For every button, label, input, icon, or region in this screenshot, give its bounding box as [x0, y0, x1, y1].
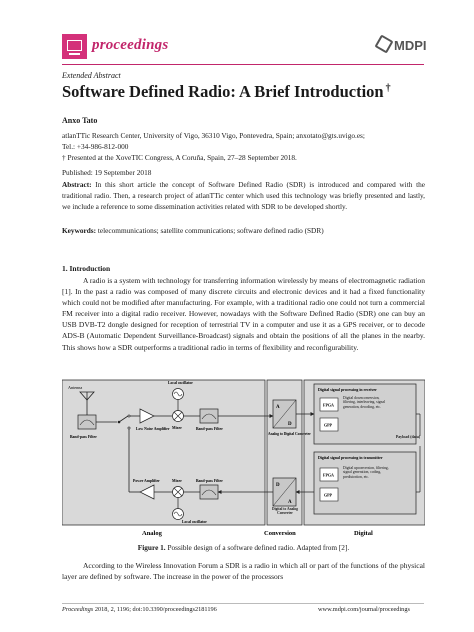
intro-paragraph: A radio is a system with technology for transferring information wirelessly by means of electromagnetic radiation [1]. In the past a radio was composed of many discrete circuits and electronic devices and it had a fixed functionality which could not be modified after manufacturing. For example, with a traditional radio one could not turn a commercial FM receiver into a digital radio receiver. However, nowadays with the Software Defined Radio (SDR) one can buy an USB DVB-T2 dongle designed for reception of terrestrial TV in a computer and use it as a GPS receiver, or to decode ADS-B (Automatic Dependent Surveillance-Broadcast) signals and obtain the positions of all the planes in the nearby. This shows how a SDR outperforms a traditional radio in terms of flexibility and reconfigurability. [62, 276, 425, 352]
bandpass-filter-block [78, 415, 96, 429]
abstract-label: Abstract: [62, 180, 92, 189]
payload-label-container [392, 435, 424, 449]
rx-desc-container [343, 396, 389, 436]
figure-caption [62, 543, 425, 552]
dac-a-icon: A [288, 500, 292, 505]
mdpi-hex-icon [374, 34, 393, 53]
bpf1-label: Band-pass Filter [70, 435, 97, 439]
section-heading: 1. Introduction [62, 264, 111, 273]
mixer-rx-label: Mixer [172, 426, 182, 430]
caption-label[interactable]: Figure 1. [137, 543, 166, 552]
gpp-tx-label: GPP [324, 492, 332, 498]
footer-divider [62, 603, 424, 604]
footer-url[interactable]: www.mdpi.com/journal/proceedings [318, 606, 410, 613]
telephone: Tel.: +34-986-812-000 [62, 142, 129, 151]
mixer-rx-icon [173, 411, 184, 422]
second-paragraph: According to the Wireless Innovation Forum a SDR is a radio in which all or part of the functions of the physical layer are defined by software. The increase in the power of the processors [62, 561, 425, 582]
conversion-label: Conversion [264, 530, 296, 537]
bpf2-label: Band-pass Filter [196, 427, 223, 431]
antenna-label: Antenna [68, 385, 83, 390]
oscillator-tx-icon [173, 509, 184, 520]
article-type: Extended Abstract [62, 71, 121, 80]
adc-label: Analog to Digital Converter [268, 432, 311, 436]
publisher-logo[interactable] [377, 37, 427, 53]
pa-label: Power Amplifier [133, 479, 160, 483]
journal-logo-icon [62, 34, 87, 59]
footer-journal: Proceedings [62, 606, 94, 613]
footer-doi: 2018, 2, 1196; doi:10.3390/proceedings2181196 [94, 606, 217, 613]
presented-note: † Presented at the XoveTIC Congress, A Coruña, Spain, 27–28 September 2018. [62, 153, 297, 162]
title-footnote-mark[interactable]: † [385, 83, 391, 94]
title-text: Software Defined Radio: A Brief Introduction [62, 82, 384, 101]
dac-label-container [268, 507, 302, 525]
mixer-tx-label: Mixer [172, 479, 182, 483]
rx-desc: Digital downconversion, filtering, interleaving, signal generation, decoding, etc. [343, 396, 385, 409]
digital-label: Digital [354, 530, 373, 537]
keywords-text: telecommunications; satellite communications; software defined radio (SDR) [97, 226, 324, 235]
osc-tx-label: Local oscillator [182, 520, 207, 524]
lna-label: Low Noise Amplifier [136, 427, 170, 431]
keywords-label: Keywords: [62, 226, 97, 235]
adc-a-icon: A [276, 405, 280, 410]
abstract-text: In this short article the concept of Software Defined Radio (SDR) is introduced and compared with the traditional radio. Then, a research project of atlanTTic center which used this technology was briefly presented and lastly, we include a reference to some dissemination activities related with SDR to be developed shortly. [62, 180, 425, 211]
author-name: Anxo Tato [62, 116, 98, 125]
oscillator-rx-icon [173, 389, 184, 400]
header-divider [62, 64, 424, 65]
figure-sdr-diagram [62, 378, 425, 540]
tx-desc: Digital upconversion, filtering, signal generation, coding, predistortion, etc. [343, 466, 389, 479]
fpga-tx-label: FPGA [323, 472, 334, 478]
bandpass-filter-tx [200, 485, 218, 499]
dac-label: Digital to Analog Converter [272, 507, 298, 515]
keywords [62, 226, 425, 237]
mixer-tx-icon [173, 487, 184, 498]
gpp-rx-label: GPP [324, 422, 332, 428]
tx-desc-container [343, 466, 389, 506]
osc-rx-label: Local oscillator [168, 381, 193, 385]
payload-label: Payload (data) [395, 435, 421, 439]
abstract [62, 180, 425, 212]
published-date: Published: 19 September 2018 [62, 168, 152, 177]
bandpass-filter-rx2 [200, 409, 218, 423]
caption-text: Possible design of a software defined radio. Adapted from [2]. [167, 543, 350, 552]
publisher-name: MDPI [394, 38, 427, 53]
dsp-tx-title: Digital signal processing in transmitter [318, 456, 383, 460]
analog-label: Analog [142, 530, 162, 537]
bpf-tx-label: Band-pass Filter [196, 479, 223, 483]
journal-name[interactable]: proceedings [92, 37, 169, 53]
fpga-rx-label: FPGA [323, 402, 334, 408]
dsp-rx-title: Digital signal processing in receiver [318, 388, 377, 392]
dac-d-icon: D [276, 483, 280, 488]
article-title [62, 82, 391, 102]
analog-region [62, 380, 265, 525]
affiliation: atlanTTic Research Center, University of Vigo, 36310 Vigo, Pontevedra, Spain; anxotato@gts.uvigo.es; [62, 131, 365, 140]
adc-d-icon: D [288, 422, 292, 427]
footer-citation[interactable] [62, 606, 217, 613]
